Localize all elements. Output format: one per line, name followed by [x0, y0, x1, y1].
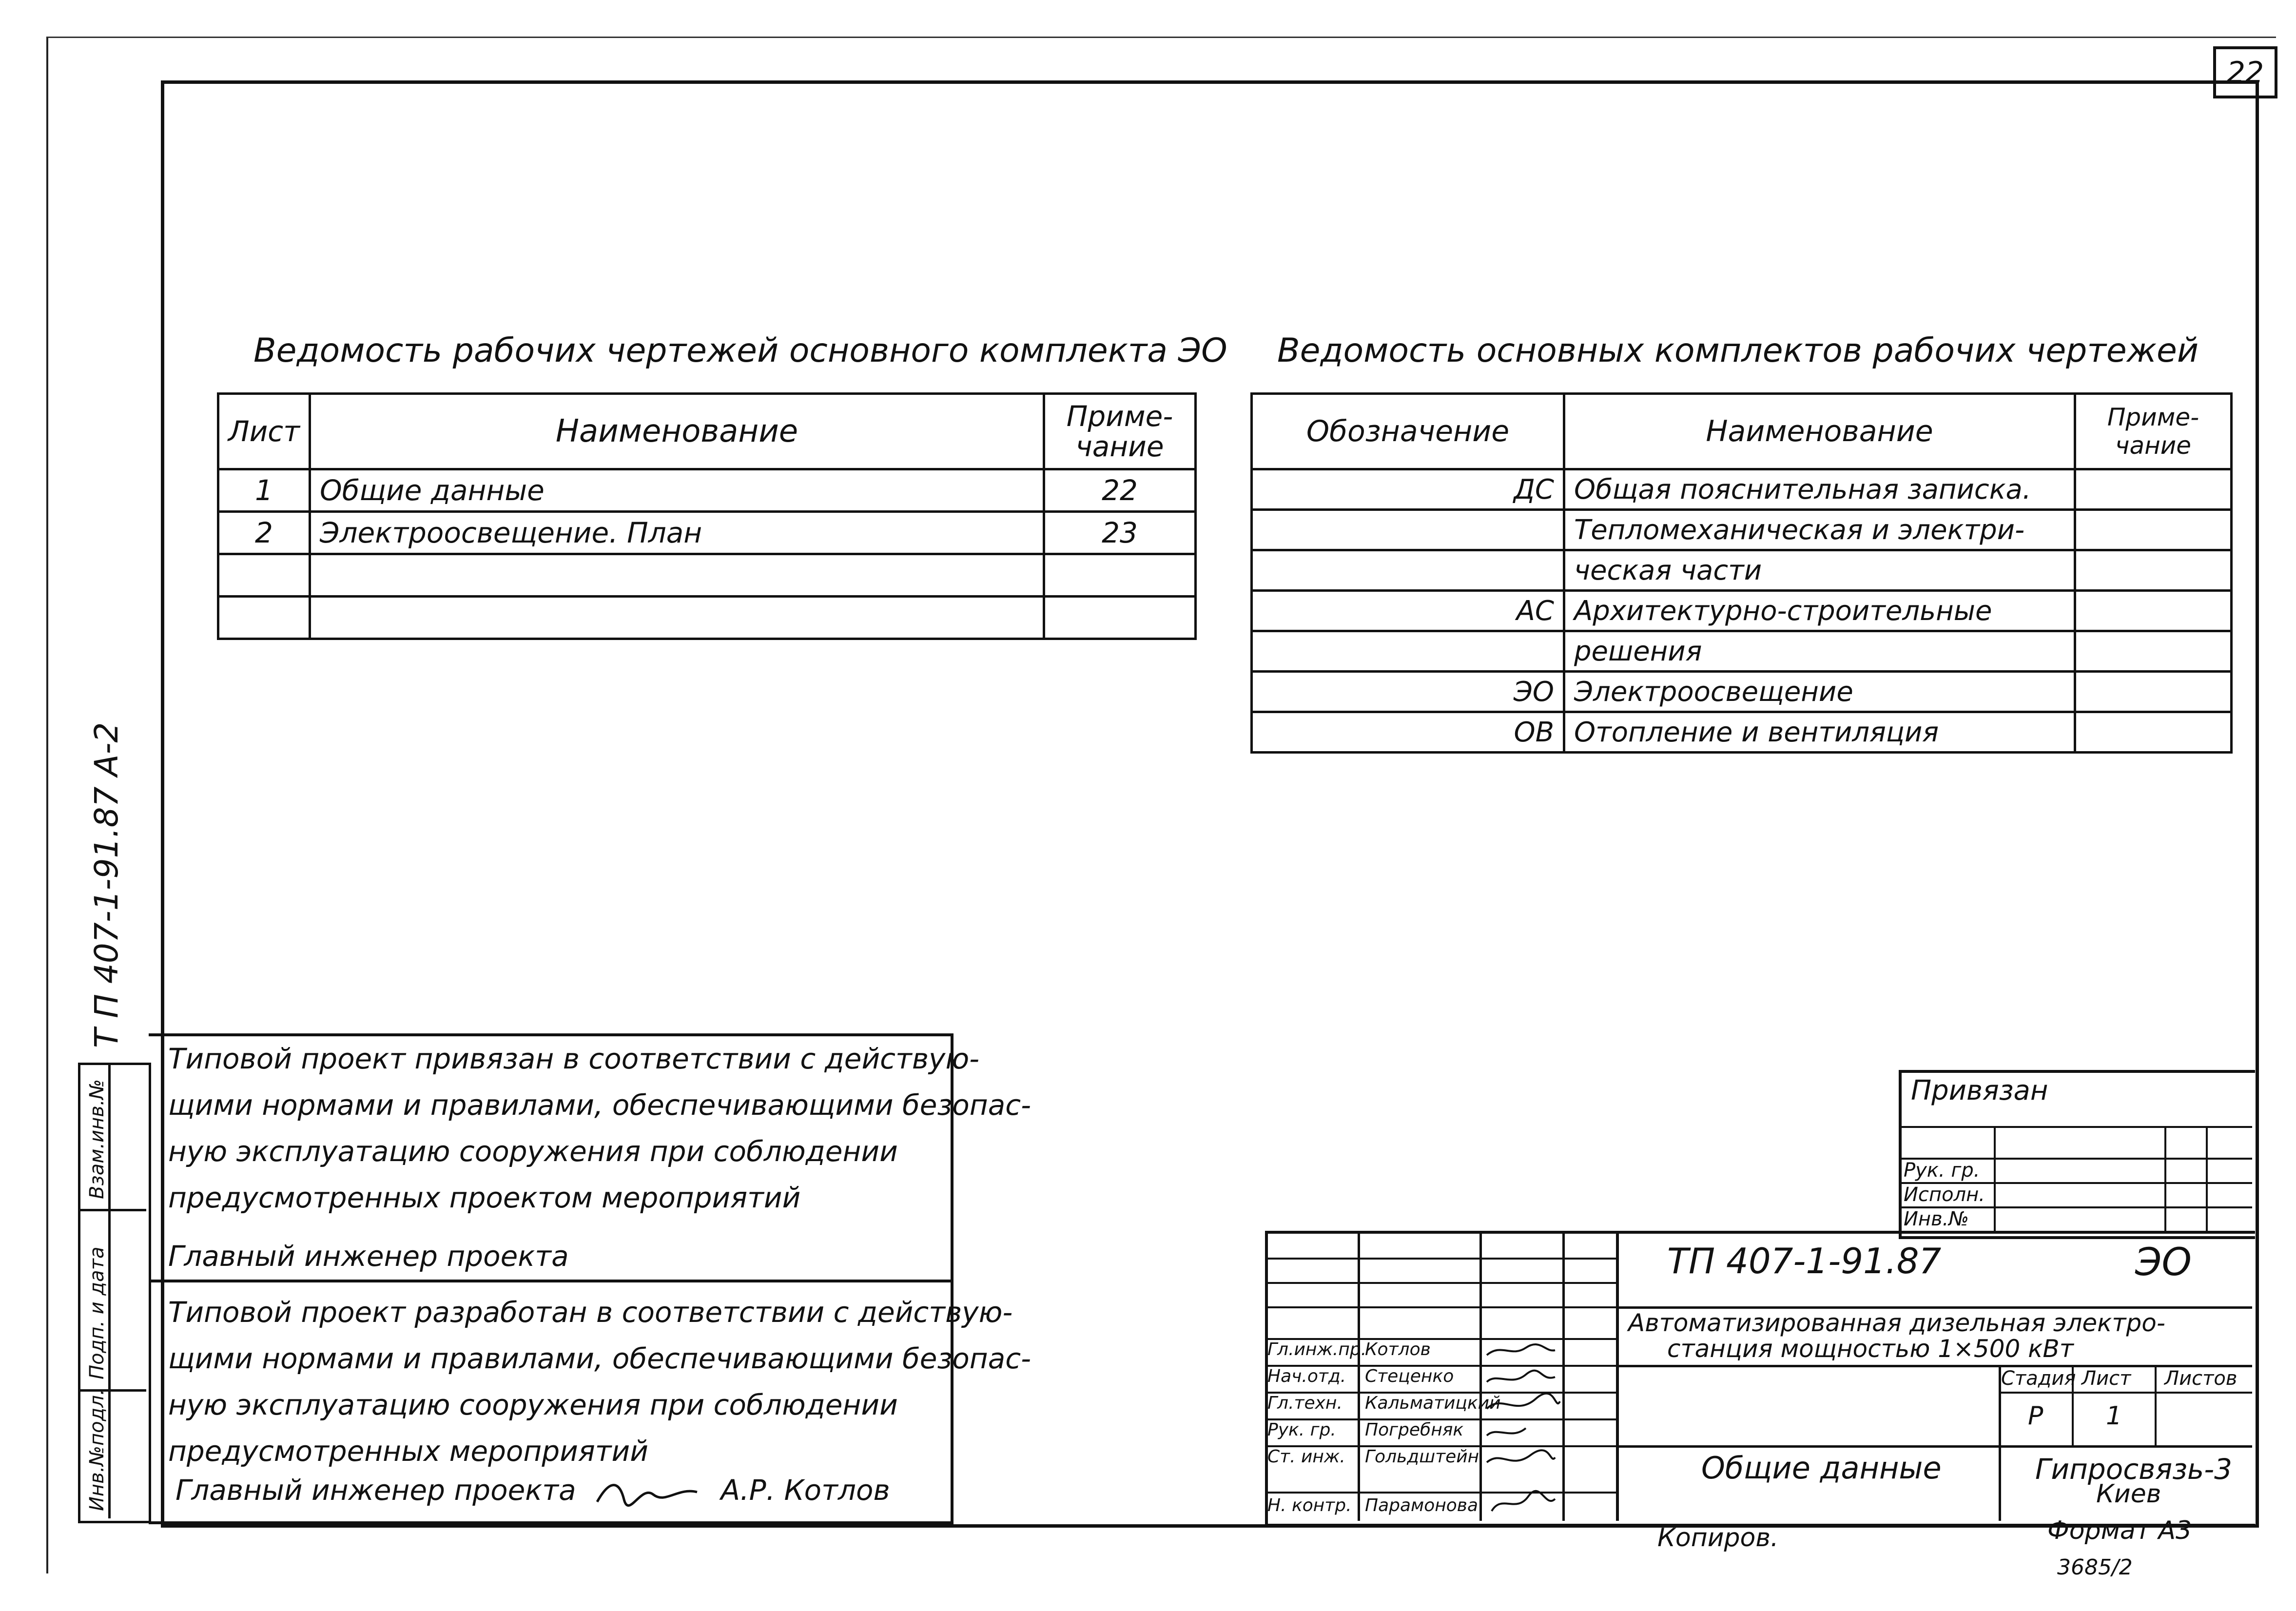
note-developed	[168, 1289, 1031, 1475]
cell-name	[310, 554, 1044, 597]
sig-role: Нач.отд.	[1267, 1366, 1346, 1386]
sig-name: Парамонова	[1365, 1495, 1479, 1515]
cell-sheet	[218, 597, 310, 639]
notes-divider	[149, 1280, 951, 1282]
strip-label-replace-inv: Взам.инв.№	[86, 1079, 108, 1199]
note-adapted	[168, 1036, 1031, 1280]
cell-code	[1252, 631, 1564, 672]
cell-note	[1044, 554, 1196, 597]
sheets-table-heading: Ведомость рабочих чертежей основного комплекта ЭО	[253, 331, 1227, 370]
sig-role: Рук. гр.	[1267, 1420, 1336, 1440]
table-header-row	[1252, 394, 2232, 469]
cell-code	[1252, 550, 1564, 591]
cell-sheet: 2	[218, 512, 310, 554]
tb-object-line2: станция мощностью 1×500 кВт	[1667, 1335, 2074, 1363]
header-note: Приме-чание	[1044, 394, 1196, 469]
note-line: предусмотренных проектом мероприятий	[168, 1181, 801, 1214]
sets-table-heading: Ведомость основных комплектов рабочих чертежей	[1277, 331, 2199, 370]
sig-role: Гл.техн.	[1267, 1393, 1343, 1413]
cell-note: 22	[1044, 469, 1196, 512]
table-row	[1252, 712, 2232, 753]
table-row	[218, 597, 1196, 639]
strip-label-inv-orig: Инв.№подл.	[86, 1389, 108, 1511]
binding-title: Привязан	[1911, 1075, 2048, 1106]
tb-line	[1616, 1445, 2252, 1448]
cell-name: Архитектурно-строительные	[1564, 591, 2075, 631]
cell-note	[2075, 550, 2232, 591]
note-line: ную эксплуатацию сооружения при соблюдении	[168, 1135, 898, 1168]
sig-name: Стеценко	[1365, 1366, 1454, 1386]
note-line: ную эксплуатацию сооружения при соблюдении	[168, 1388, 898, 1421]
tb-sheet-label: Лист	[2082, 1367, 2131, 1390]
table-row	[218, 512, 1196, 554]
tb-line	[1999, 1392, 2252, 1394]
table-row	[1252, 631, 2232, 672]
cell-note: 23	[1044, 512, 1196, 554]
tb-sheet: 1	[2106, 1401, 2122, 1431]
strip-label-sign-date: Подп. и дата	[86, 1246, 108, 1379]
cell-code: ЭО	[1252, 672, 1564, 712]
sig-name: Гольдштейн	[1365, 1447, 1479, 1467]
note-line: Типовой проект привязан в соответствии с действую-	[168, 1042, 980, 1075]
tb-drawing-title: Общие данные	[1701, 1450, 1942, 1486]
note-line: Типовой проект разработан в соответствии с действую-	[168, 1296, 1013, 1329]
sheets-table	[217, 392, 1197, 640]
cell-sheet: 1	[218, 469, 310, 512]
table-row	[1252, 469, 2232, 510]
signature-icon	[595, 1475, 702, 1509]
note-chief: Главный инженер проекта	[168, 1240, 569, 1273]
binding-vline	[2164, 1126, 2166, 1233]
note-line: щими нормами и правилами, обеспечивающими безопас-	[168, 1342, 1031, 1375]
page-number: 22	[2213, 46, 2277, 98]
cell-name: Тепломеханическая и электри-	[1564, 510, 2075, 550]
cell-note	[2075, 469, 2232, 510]
tb-line	[1265, 1306, 1616, 1308]
tb-org-line2: Киев	[2096, 1479, 2161, 1509]
binding-row-label: Исполн.	[1904, 1184, 1985, 1206]
cell-name: Общие данные	[310, 469, 1044, 512]
cell-code: ДС	[1252, 469, 1564, 510]
cell-note	[2075, 591, 2232, 631]
tb-stage-label: Стадия	[2001, 1367, 2076, 1390]
side-strip-line	[78, 1209, 146, 1211]
binding-line	[1899, 1126, 2252, 1128]
binding-vline	[1994, 1126, 1996, 1233]
note-chief-name: А.Р. Котлов	[720, 1474, 890, 1507]
cell-code: ОВ	[1252, 712, 1564, 753]
tb-project-code: ТП 407-1-91.87	[1667, 1241, 1942, 1281]
table-row	[1252, 550, 2232, 591]
signatures-icon	[1482, 1338, 1614, 1518]
cell-name: Общая пояснительная записка.	[1564, 469, 2075, 510]
cell-note	[2075, 672, 2232, 712]
tb-line	[1265, 1282, 1616, 1284]
cell-code	[1252, 510, 1564, 550]
header-name: Наименование	[1564, 394, 2075, 469]
cell-name: ческая части	[1564, 550, 2075, 591]
header-code: Обозначение	[1252, 394, 1564, 469]
header-name: Наименование	[310, 394, 1044, 469]
tb-line	[1616, 1365, 2252, 1367]
tb-vline	[2155, 1365, 2157, 1445]
note-line: предусмотренных мероприятий	[168, 1435, 648, 1468]
sig-role: Н. контр.	[1267, 1495, 1352, 1515]
header-note: Приме-чание	[2075, 394, 2232, 469]
tb-vline	[1616, 1231, 1619, 1521]
cell-note	[2075, 712, 2232, 753]
sets-table	[1250, 392, 2233, 754]
footer-stamp: 3685/2	[2057, 1555, 2133, 1580]
sig-role: Ст. инж.	[1267, 1447, 1345, 1467]
binding-row-label: Инв.№	[1904, 1208, 1969, 1230]
side-project-code: Т П 407-1-91.87 А-2	[88, 722, 125, 1048]
cell-name: решения	[1564, 631, 2075, 672]
table-row	[1252, 591, 2232, 631]
table-row	[218, 469, 1196, 512]
tb-object-line1: Автоматизированная дизельная электро-	[1628, 1309, 2165, 1337]
table-row	[1252, 510, 2232, 550]
tb-line	[1265, 1258, 1616, 1260]
sig-role: Гл.инж.пр.	[1267, 1339, 1367, 1359]
table-header-row	[218, 394, 1196, 469]
cell-name: Отопление и вентиляция	[1564, 712, 2075, 753]
note-chief-row	[175, 1467, 890, 1514]
cell-name	[310, 597, 1044, 639]
binding-vline	[2206, 1126, 2208, 1233]
cell-sheet	[218, 554, 310, 597]
footer-format: Формат А3	[2047, 1516, 2192, 1545]
sig-name: Котлов	[1365, 1339, 1431, 1359]
tb-sheets-label: Листов	[2164, 1367, 2238, 1390]
cell-code: АС	[1252, 591, 1564, 631]
sig-name: Кальматицкий	[1365, 1393, 1501, 1413]
cell-note	[2075, 631, 2232, 672]
tb-mark: ЭО	[2135, 1241, 2192, 1284]
side-strip-divider	[108, 1063, 111, 1518]
tb-org-line1: Гипросвязь-3	[2035, 1453, 2233, 1486]
table-row	[1252, 672, 2232, 712]
header-sheet: Лист	[218, 394, 310, 469]
table-row	[218, 554, 1196, 597]
cell-note	[2075, 510, 2232, 550]
binding-row-label: Рук. гр.	[1904, 1159, 1980, 1182]
cell-name: Электроосвещение	[1564, 672, 2075, 712]
cell-name: Электроосвещение. План	[310, 512, 1044, 554]
tb-vline	[1358, 1231, 1360, 1521]
note-chief: Главный инженер проекта	[175, 1474, 576, 1507]
footer-copied: Копиров.	[1657, 1523, 1779, 1553]
sig-name: Погребняк	[1365, 1420, 1464, 1440]
note-line: щими нормами и правилами, обеспечивающими безопас-	[168, 1088, 1031, 1122]
cell-note	[1044, 597, 1196, 639]
tb-stage: Р	[2028, 1401, 2043, 1431]
